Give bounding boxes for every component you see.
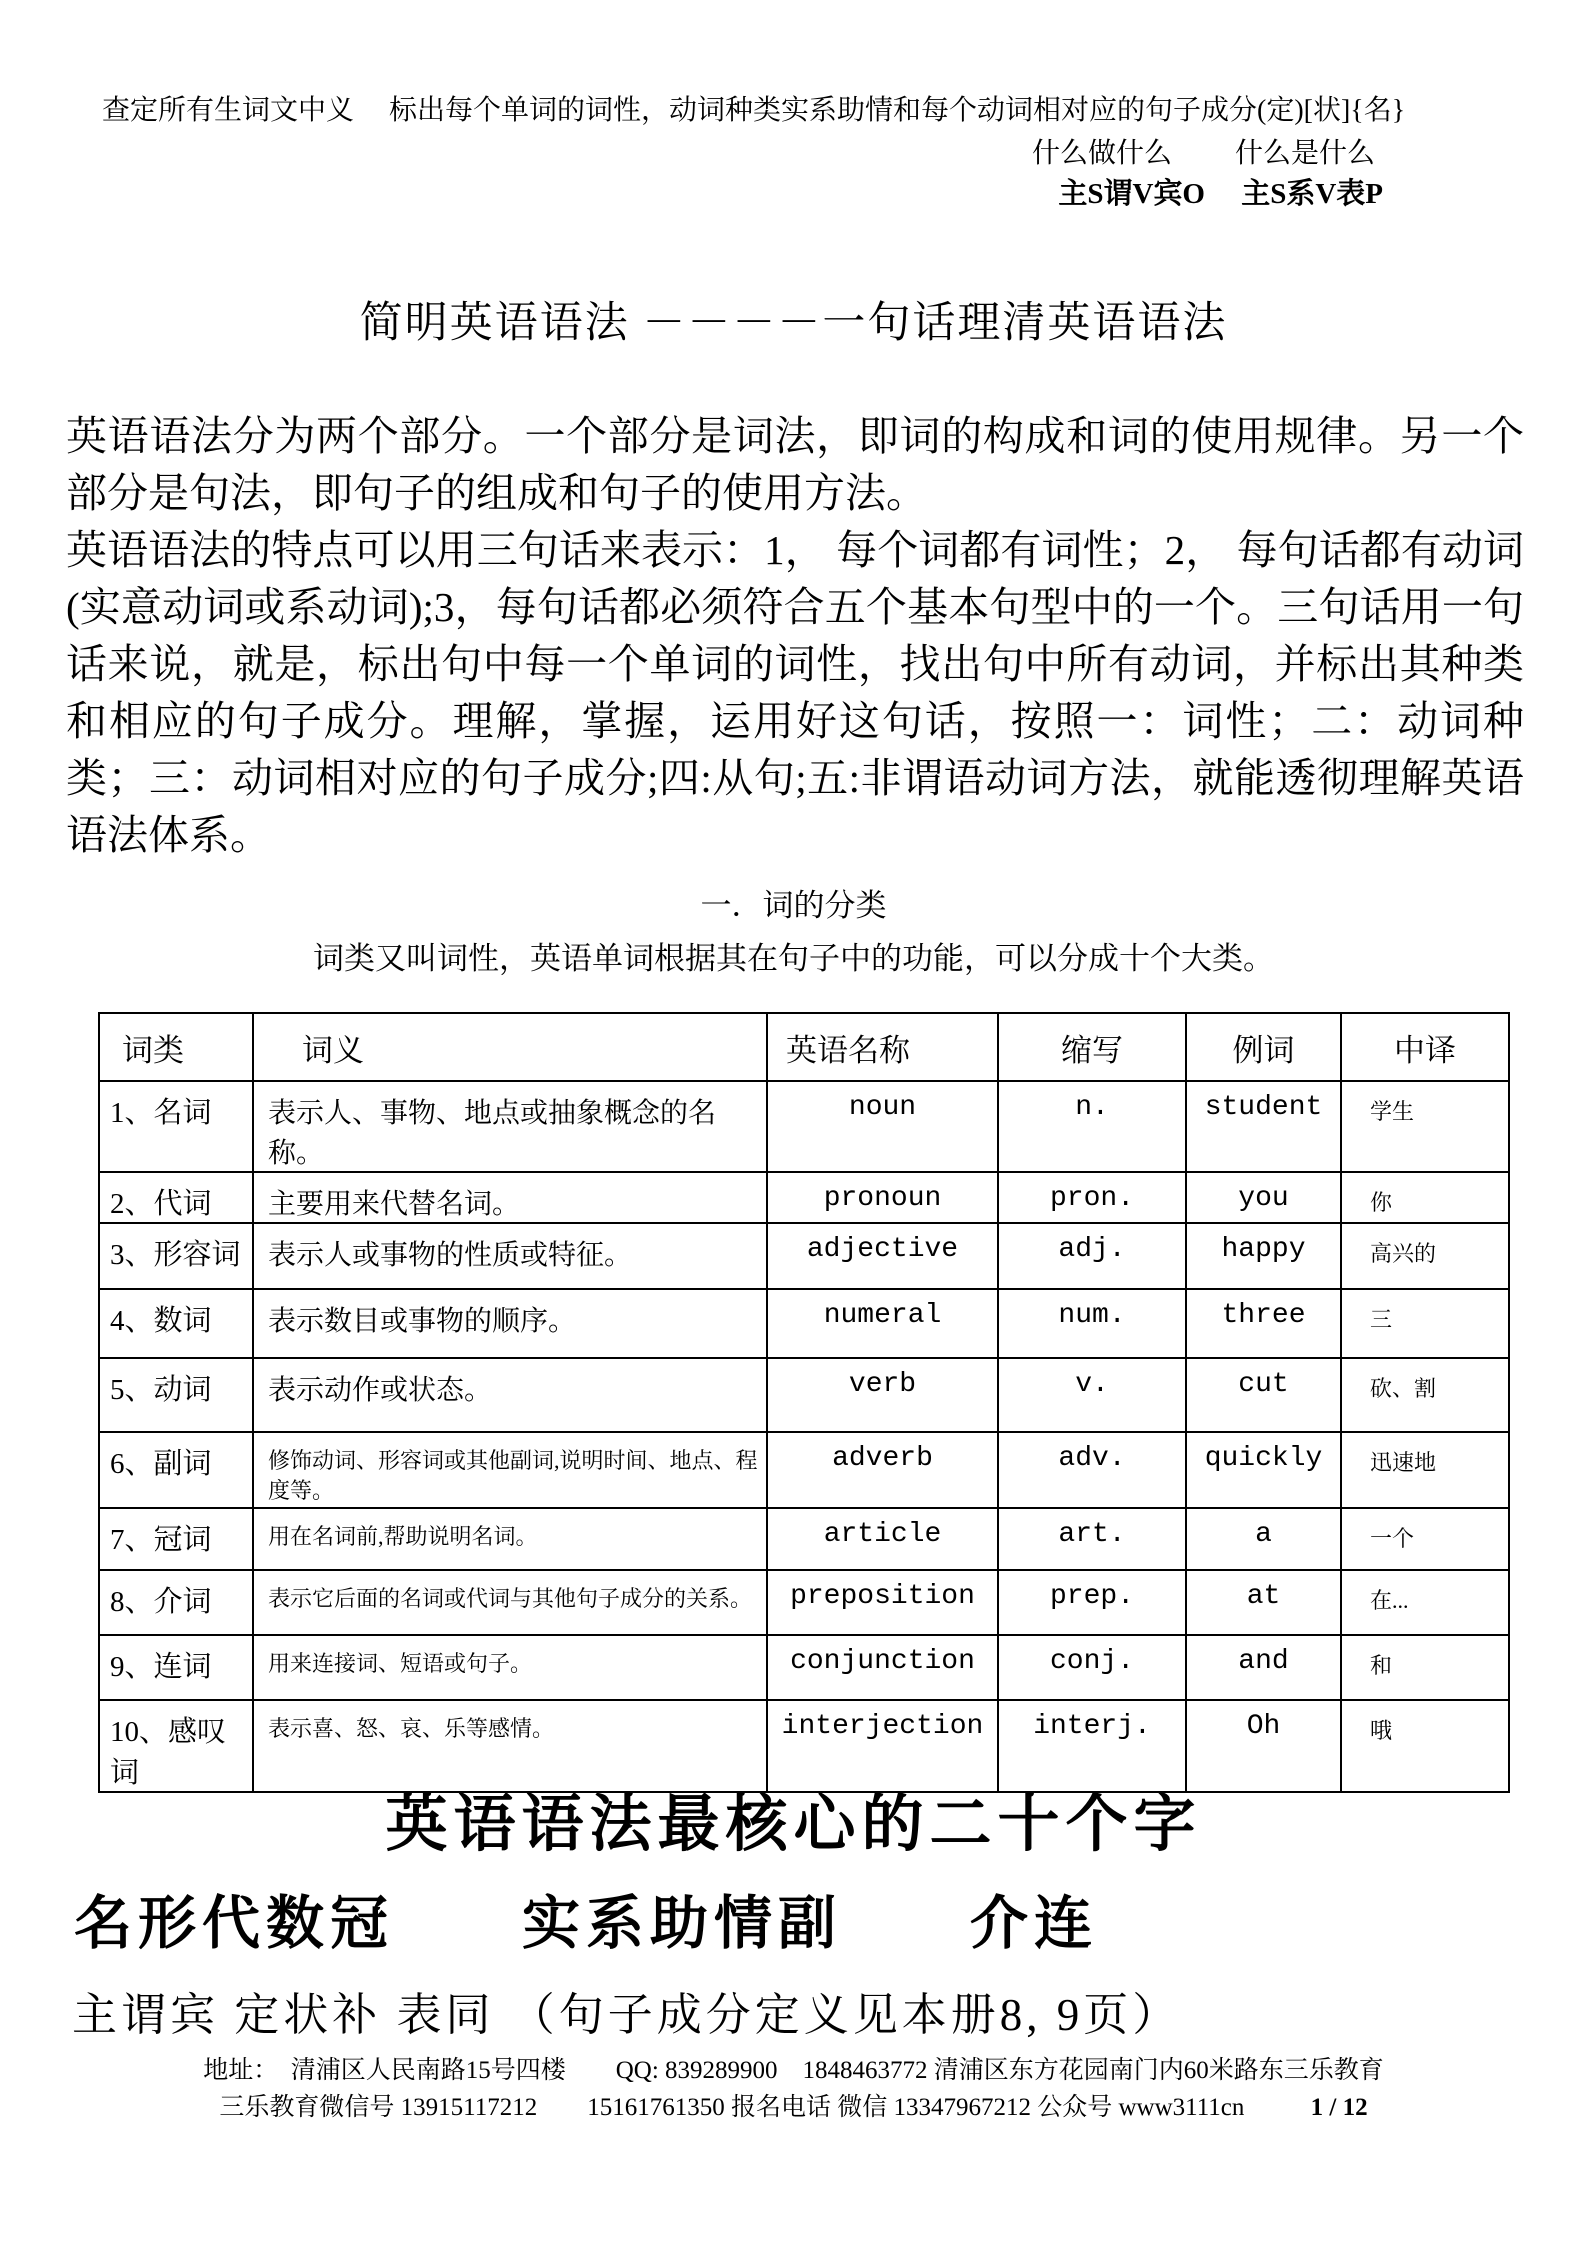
cell-english: conjunction xyxy=(767,1635,998,1700)
cell-chinese: 学生 xyxy=(1341,1081,1509,1172)
cell-english: adjective xyxy=(767,1223,998,1289)
cell-abbr: art. xyxy=(998,1508,1186,1570)
cell-example: student xyxy=(1186,1081,1341,1172)
annotation-line-2: 什么做什么 什么是什么 xyxy=(1031,138,1375,169)
cell-chinese: 迅速地 xyxy=(1341,1432,1509,1508)
cell-category: 8、介词 xyxy=(99,1570,253,1635)
footer-contacts: 三乐教育微信号 13915117212 15161761350 报名电话 微信 13347967212 公众号 www3111cn xyxy=(219,2094,1245,2121)
cell-english: pronoun xyxy=(767,1172,998,1223)
table-row-1 xyxy=(99,1081,1509,1172)
cell-meaning: 表示喜、怒、哀、乐等感情。 xyxy=(253,1700,767,1792)
cell-meaning: 表示人、事物、地点或抽象概念的名称。 xyxy=(253,1081,767,1172)
cell-abbr: n. xyxy=(998,1081,1186,1172)
cell-example: happy xyxy=(1186,1223,1341,1289)
cell-category: 9、连词 xyxy=(99,1635,253,1700)
cell-abbr: interj. xyxy=(998,1700,1186,1792)
intro-paragraph-1: 英语语法分为两个部分。一个部分是词法，即词的构成和词的使用规律。另一个部分是句法，即句子的组成和句子的使用方法。 xyxy=(66,413,1524,516)
cell-english: preposition xyxy=(767,1570,998,1635)
cell-english: article xyxy=(767,1508,998,1570)
cell-category: 6、副词 xyxy=(99,1432,253,1508)
table-row-7 xyxy=(99,1508,1509,1570)
cell-chinese: 和 xyxy=(1341,1635,1509,1700)
cell-chinese: 你 xyxy=(1341,1172,1509,1223)
cell-meaning: 表示动作或状态。 xyxy=(253,1358,767,1432)
cell-meaning: 表示数目或事物的顺序。 xyxy=(253,1289,767,1358)
core-components-line: 主谓宾 定状补 表同 （句子成分定义见本册8, 9页） xyxy=(72,1990,1182,2040)
cell-english: noun xyxy=(767,1081,998,1172)
footer-contact-line xyxy=(0,2089,1587,2126)
section-heading: 一．词的分类 xyxy=(700,888,887,923)
cell-example: quickly xyxy=(1186,1432,1341,1508)
cell-category: 2、代词 xyxy=(99,1172,253,1223)
cell-example: cut xyxy=(1186,1358,1341,1432)
cell-abbr: conj. xyxy=(998,1635,1186,1700)
table-header-row xyxy=(99,1013,1509,1081)
intro-paragraphs xyxy=(66,408,1524,864)
intro-paragraph-2: 英语语法的特点可以用三句话来表示：1， 每个词都有词性；2， 每句话都有动词(实意动词或系动词);3，每句话都必须符合五个基本句型中的一个。三句话用一句话来说，就是，标出句中每一个单词的词性，找出句中所有动词，并标出其种类和相应的句子成分。理解，掌握，运用好这句话，按照一：词性；二：动词种类；三：动词相对应的句子成分;四:从句;五:非谓语动词方法，就能透彻理解英语语法体系。 xyxy=(66,527,1524,858)
table-row-3 xyxy=(99,1223,1509,1289)
table-row-6 xyxy=(99,1432,1509,1508)
table-row-8 xyxy=(99,1570,1509,1635)
cell-category: 5、动词 xyxy=(99,1358,253,1432)
column-header-2: 英语名称 xyxy=(767,1013,998,1081)
cell-english: interjection xyxy=(767,1700,998,1792)
cell-example: three xyxy=(1186,1289,1341,1358)
cell-english: adverb xyxy=(767,1432,998,1508)
cell-meaning: 用在名词前,帮助说明名词。 xyxy=(253,1508,767,1570)
core-words-line: 名形代数冠 实系助情副 介连 xyxy=(74,1891,1099,1956)
annotation-line-1: 查定所有生词文中义 标出每个单词的词性，动词种类实系助情和每个动词相对应的句子成分(定)[状]{名} xyxy=(102,95,1406,126)
cell-example: you xyxy=(1186,1172,1341,1223)
cell-meaning: 主要用来代替名词。 xyxy=(253,1172,767,1223)
cell-meaning: 表示它后面的名词或代词与其他句子成分的关系。 xyxy=(253,1570,767,1635)
annotation-line-3: 主S谓V宾O 主S系V表P xyxy=(1058,178,1383,210)
column-header-0: 词类 xyxy=(99,1013,253,1081)
cell-example: at xyxy=(1186,1570,1341,1635)
cell-category: 3、形容词 xyxy=(99,1223,253,1289)
cell-chinese: 在... xyxy=(1341,1570,1509,1635)
cell-example: and xyxy=(1186,1635,1341,1700)
table-row-5 xyxy=(99,1358,1509,1432)
cell-category: 10、感叹词 xyxy=(99,1700,253,1792)
column-header-3: 缩写 xyxy=(998,1013,1186,1081)
cell-chinese: 哦 xyxy=(1341,1700,1509,1792)
cell-abbr: adj. xyxy=(998,1223,1186,1289)
cell-meaning: 用来连接词、短语或句子。 xyxy=(253,1635,767,1700)
cell-meaning: 修饰动词、形容词或其他副词,说明时间、地点、程度等。 xyxy=(253,1432,767,1508)
cell-abbr: adv. xyxy=(998,1432,1186,1508)
cell-english: verb xyxy=(767,1358,998,1432)
column-header-5: 中译 xyxy=(1341,1013,1509,1081)
annotation-block xyxy=(102,88,1487,214)
cell-chinese: 砍、割 xyxy=(1341,1358,1509,1432)
section-subheading: 词类又叫词性，英语单词根据其在句子中的功能，可以分成十个大类。 xyxy=(313,941,1274,976)
page-footer xyxy=(0,2052,1587,2126)
cell-chinese: 高兴的 xyxy=(1341,1223,1509,1289)
cell-meaning: 表示人或事物的性质或特征。 xyxy=(253,1223,767,1289)
cell-chinese: 三 xyxy=(1341,1289,1509,1358)
table-row-4 xyxy=(99,1289,1509,1358)
cell-abbr: v. xyxy=(998,1358,1186,1432)
column-header-4: 例词 xyxy=(1186,1013,1341,1081)
cell-category: 7、冠词 xyxy=(99,1508,253,1570)
cell-example: Oh xyxy=(1186,1700,1341,1792)
cell-english: numeral xyxy=(767,1289,998,1358)
cell-abbr: pron. xyxy=(998,1172,1186,1223)
table-row-2 xyxy=(99,1172,1509,1223)
footer-address-line: 地址： 清浦区人民南路15号四楼 QQ: 839289900 1848463772 清浦区东方花园南门内60米路东三乐教育 xyxy=(203,2057,1384,2084)
cell-category: 1、名词 xyxy=(99,1081,253,1172)
column-header-1: 词义 xyxy=(253,1013,767,1081)
page-title: 简明英语语法 －－－－一句话理清英语语法 xyxy=(359,300,1228,347)
core-heading: 英语语法最核心的二十个字 xyxy=(385,1791,1202,1859)
page-number: 1 / 12 xyxy=(1310,2094,1368,2121)
cell-example: a xyxy=(1186,1508,1341,1570)
parts-of-speech-table xyxy=(98,1012,1510,1793)
cell-abbr: prep. xyxy=(998,1570,1186,1635)
cell-category: 4、数词 xyxy=(99,1289,253,1358)
cell-abbr: num. xyxy=(998,1289,1186,1358)
table-row-9 xyxy=(99,1635,1509,1700)
cell-chinese: 一个 xyxy=(1341,1508,1509,1570)
